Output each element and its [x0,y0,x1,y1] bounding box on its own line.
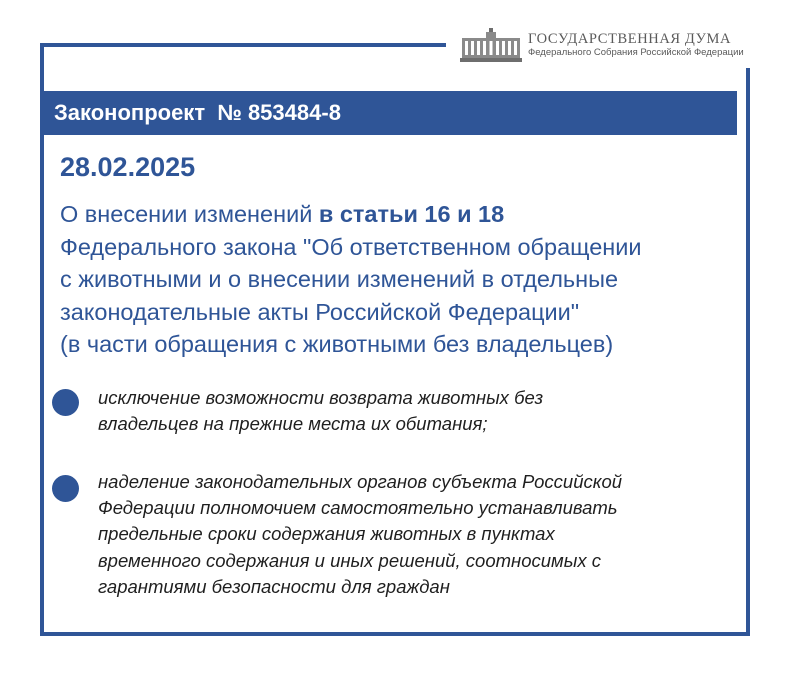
bullet-line: владельцев на прежние места их обитания; [98,413,488,435]
title-line: (в части обращения с животными без владельцев) [60,331,614,357]
title-line [60,198,750,231]
org-subtitle: Федерального Собрания Российской Федерации [528,47,744,58]
bill-number-banner: Законопроект № 853484-8 [40,91,737,135]
duma-building-icon [460,28,522,62]
bullet-text [98,385,543,437]
bullet-line: гарантиями безопасности для граждан [98,575,450,597]
bullet-line: временного содержания и иных решений, соотносимых с [98,549,601,571]
bullet-line: исключение возможности возврата животных без [98,387,544,408]
state-duma-logo [446,22,754,68]
bullet-text [98,469,622,600]
bullet-line: Федерации полномочием самостоятельно устанавливать [98,497,618,519]
title-line: Федерального закона "Об ответственном обращении [60,233,642,260]
bullet-dot [52,475,79,502]
title-line-regular: О внесении изменений [60,201,319,227]
org-name: ГОСУДАРСТВЕННАЯ ДУМА [528,31,732,47]
title-line: с животными и о внесении изменений в отдельные [60,266,619,292]
bullet-line: предельные сроки содержания животных в пунктах [98,523,555,545]
bill-date: 28.02.2025 [60,152,196,182]
title-line-bold: в статьи 16 и 18 [318,201,505,227]
bullet-line: наделение законодательных органов субъекта Российской [98,471,623,492]
bullet-dot [52,389,79,416]
title-line: законодательные акты Российской Федерации" [60,298,580,325]
bill-title [60,198,750,361]
